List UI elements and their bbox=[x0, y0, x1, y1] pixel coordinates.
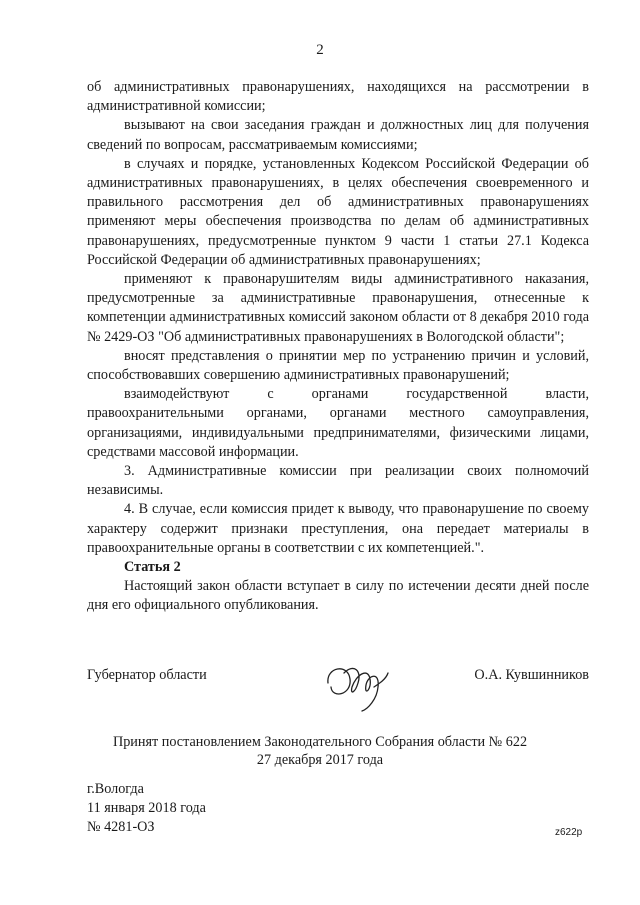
signature-row bbox=[87, 665, 589, 705]
signatory-role: Губернатор области bbox=[87, 667, 207, 683]
paragraph-5: вносят представления о принятии мер по устранению причин и условий, способствовавших совершению административных правонарушений; bbox=[87, 347, 589, 384]
adoption-line-2: 27 декабря 2017 года bbox=[256, 752, 384, 768]
paragraph-4: применяют к правонарушителям виды административного наказания, предусмотренные за административные правонарушения, отнесенные к компетенции административных комиссий законом области от 8 декабря 2010 года № 2429-ОЗ "Об административных правонарушениях в Вологодской области"; bbox=[87, 271, 589, 345]
paragraph-8: 4. В случае, если комиссия придет к выводу, что правонарушение по своему характеру содержит признаки преступления, она передает материалы в правоохранительные органы в соответствии с их компетенцией.". bbox=[87, 501, 589, 556]
paragraph-6: взаимодействуют с органами государственной власти, правоохранительными органами, органами местного самоуправления, организациями, индивидуальными предпринимателями, физическими лицами, средствами массовой информации. bbox=[87, 386, 589, 460]
law-footer bbox=[87, 780, 206, 837]
paragraph-1: об административных правонарушениях, находящихся на рассмотрении в административной комиссии; bbox=[87, 79, 589, 115]
paragraph-7: 3. Административные комиссии при реализации своих полномочий независимы. bbox=[87, 463, 589, 499]
law-body-text bbox=[87, 78, 589, 616]
footer-law-number: № 4281-ОЗ bbox=[87, 819, 155, 835]
page-number: 2 bbox=[316, 42, 324, 58]
adoption-line-1: Принят постановлением Законодательного Собрания области № 622 bbox=[112, 734, 528, 750]
signatory-name: О.А. Кувшинников bbox=[474, 667, 589, 683]
article-heading: Статья 2 bbox=[124, 559, 181, 576]
document-code: z622р bbox=[555, 827, 583, 838]
article-text: Настоящий закон области вступает в силу по истечении десяти дней после дня его официального опубликования. bbox=[87, 578, 589, 614]
footer-city: г.Вологда bbox=[87, 781, 144, 797]
paragraph-2: вызывают на свои заседания граждан и должностных лиц для получения сведений по вопросам, рассматриваемым комиссиями; bbox=[87, 117, 589, 153]
handwritten-signature-icon bbox=[322, 653, 392, 713]
footer-date: 11 января 2018 года bbox=[87, 800, 206, 816]
adoption-info bbox=[0, 733, 640, 769]
paragraph-3: в случаях и порядке, установленных Кодексом Российской Федерации об административных правонарушениях, в целях обеспечения своевременного и правильного рассмотрения дел об административных правонарушениях применяют меры обеспечения производства по делам об административных правонарушениях, предусмотренные пунктом 9 части 1 статьи 27.1 Кодекса Российской Федерации об административных правонарушениях; bbox=[87, 155, 589, 268]
